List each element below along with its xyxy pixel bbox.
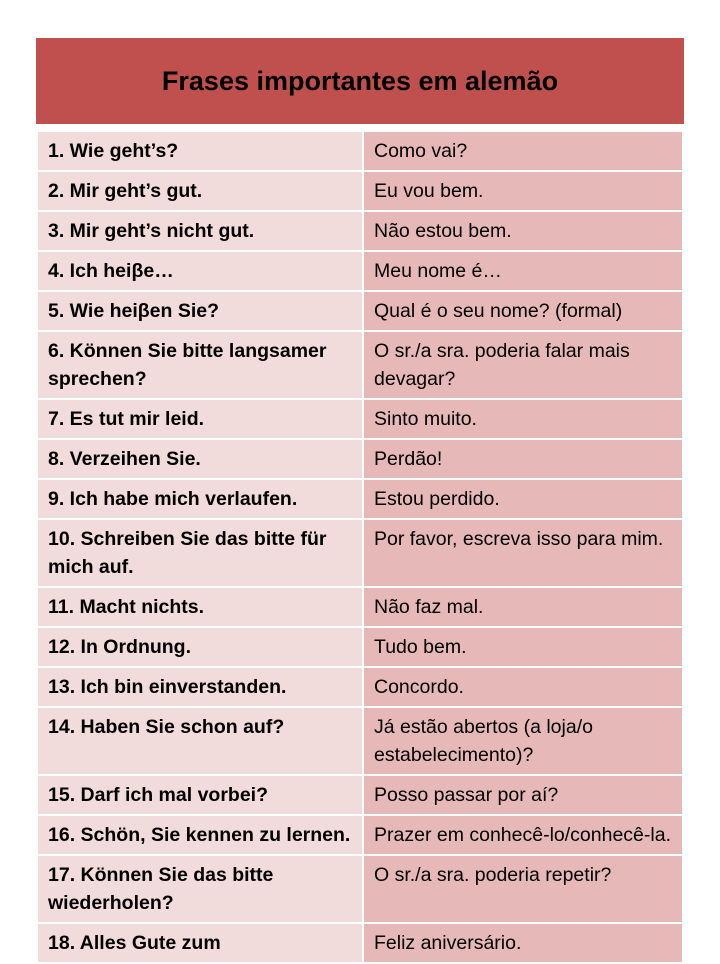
portuguese-translation: Perdão! <box>363 439 683 479</box>
table-row <box>37 131 683 171</box>
portuguese-translation: Já estão abertos (a loja/o estabelecimento)? <box>363 707 683 775</box>
portuguese-translation: Eu vou bem. <box>363 171 683 211</box>
german-phrase: 11. Macht nichts. <box>37 587 363 627</box>
page-title: Frases importantes em alemão <box>161 65 559 96</box>
portuguese-translation: Não faz mal. <box>363 587 683 627</box>
german-phrase: 6. Können Sie bitte langsamer sprechen? <box>37 331 363 399</box>
german-phrase: 2. Mir geht’s gut. <box>37 171 363 211</box>
portuguese-translation: O sr./a sra. poderia falar mais devagar? <box>363 331 683 399</box>
table-row <box>37 519 683 587</box>
table-row <box>37 251 683 291</box>
table-row <box>37 855 683 923</box>
table-row <box>37 587 683 627</box>
phrase-sheet <box>36 38 684 964</box>
portuguese-translation: O sr./a sra. poderia repetir? <box>363 855 683 923</box>
portuguese-translation: Feliz aniversário. <box>363 923 683 963</box>
german-phrase: 16. Schön, Sie kennen zu lernen. <box>37 815 363 855</box>
portuguese-translation: Prazer em conhecê-lo/conhecê-la. <box>363 815 683 855</box>
german-phrase: 18. Alles Gute zum <box>37 923 363 963</box>
portuguese-translation: Posso passar por aí? <box>363 775 683 815</box>
portuguese-translation: Tudo bem. <box>363 627 683 667</box>
german-phrase: 12. In Ordnung. <box>37 627 363 667</box>
table-row <box>37 815 683 855</box>
table-row <box>37 399 683 439</box>
table-row <box>37 439 683 479</box>
table-row <box>37 775 683 815</box>
table-row <box>37 331 683 399</box>
table-row <box>37 923 683 963</box>
german-phrase: 5. Wie heiβen Sie? <box>37 291 363 331</box>
german-phrase: 8. Verzeihen Sie. <box>37 439 363 479</box>
german-phrase: 4. Ich heiβe… <box>37 251 363 291</box>
portuguese-translation: Meu nome é… <box>363 251 683 291</box>
portuguese-translation: Qual é o seu nome? (formal) <box>363 291 683 331</box>
portuguese-translation: Sinto muito. <box>363 399 683 439</box>
phrase-table <box>36 130 684 964</box>
table-row <box>37 171 683 211</box>
portuguese-translation: Como vai? <box>363 131 683 171</box>
portuguese-translation: Por favor, escreva isso para mim. <box>363 519 683 587</box>
portuguese-translation: Estou perdido. <box>363 479 683 519</box>
table-row <box>37 479 683 519</box>
german-phrase: 10. Schreiben Sie das bitte für mich auf. <box>37 519 363 587</box>
german-phrase: 15. Darf ich mal vorbei? <box>37 775 363 815</box>
german-phrase: 1. Wie geht’s? <box>37 131 363 171</box>
portuguese-translation: Não estou bem. <box>363 211 683 251</box>
title-bar <box>36 38 684 130</box>
table-row <box>37 627 683 667</box>
german-phrase: 9. Ich habe mich verlaufen. <box>37 479 363 519</box>
german-phrase: 14. Haben Sie schon auf? <box>37 707 363 775</box>
table-row <box>37 707 683 775</box>
table-row <box>37 291 683 331</box>
german-phrase: 7. Es tut mir leid. <box>37 399 363 439</box>
german-phrase: 17. Können Sie das bitte wiederholen? <box>37 855 363 923</box>
table-row <box>37 667 683 707</box>
german-phrase: 13. Ich bin einverstanden. <box>37 667 363 707</box>
portuguese-translation: Concordo. <box>363 667 683 707</box>
table-row <box>37 211 683 251</box>
german-phrase: 3. Mir geht’s nicht gut. <box>37 211 363 251</box>
